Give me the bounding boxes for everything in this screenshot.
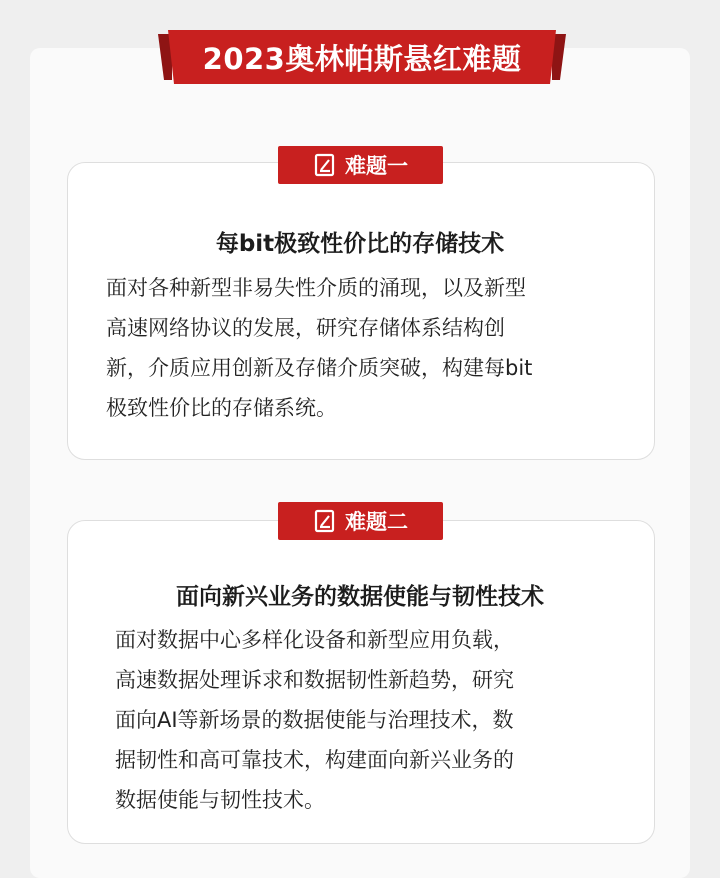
section-tag-label: 难题二 <box>345 510 408 534</box>
edit-note-icon <box>313 509 337 533</box>
edit-note-icon <box>313 153 337 177</box>
section-body-2: 面对数据中心多样化设备和新型应用负载， 高速数据处理诉求和数据韧性新趋势，研究 面向AI等新场景的数据使能与治理技术，数 据韧性和高可靠技术，构建面向新兴业务的 数据使能与韧性技术。 <box>115 628 514 812</box>
section-tag-2 <box>278 502 443 540</box>
page-title: 2023奥林帕斯悬红难题 <box>202 42 522 76</box>
title-ribbon <box>158 30 566 88</box>
section-tag-label: 难题一 <box>345 154 408 178</box>
section-tag-1 <box>278 146 443 184</box>
section-heading-2: 面向新兴业务的数据使能与韧性技术 <box>176 584 544 610</box>
section-body-1: 面对各种新型非易失性介质的涌现，以及新型 高速网络协议的发展，研究存储体系结构创 新，介质应用创新及存储介质突破，构建每bit 极致性价比的存储系统。 <box>106 276 533 420</box>
section-heading-1: 每bit极致性价比的存储技术 <box>215 231 505 257</box>
